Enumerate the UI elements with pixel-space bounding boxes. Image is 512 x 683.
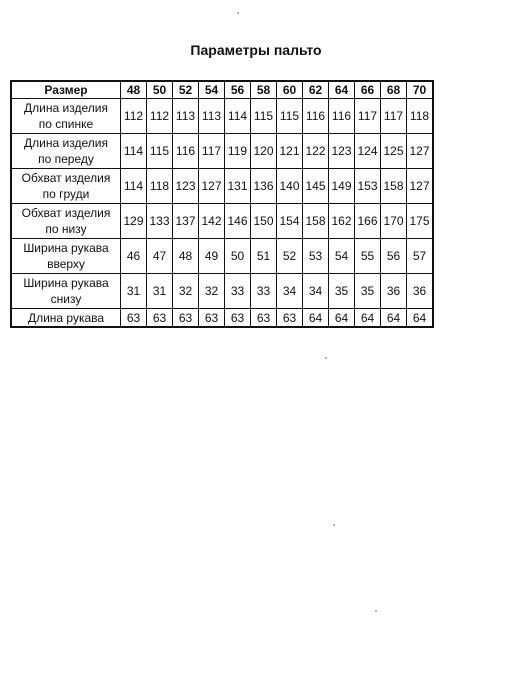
table-cell: 140 (277, 169, 303, 204)
row-label-line: Длина рукава (27, 310, 105, 325)
table-cell: 145 (303, 169, 329, 204)
table-cell: 114 (121, 169, 147, 204)
header-label: Размер (11, 81, 121, 99)
size-header: 66 (355, 81, 381, 99)
row-label-line: вверху (47, 257, 85, 271)
table-cell: 170 (381, 204, 407, 239)
row-label (11, 274, 121, 309)
table-cell: 127 (199, 169, 225, 204)
size-header: 64 (329, 81, 355, 99)
table-cell: 31 (147, 274, 173, 309)
size-header: 62 (303, 81, 329, 99)
scan-speck (375, 610, 377, 612)
page-title: Параметры пальто (190, 42, 322, 58)
row-label-line: по груди (42, 187, 90, 201)
row-label-line: Ширина рукава (23, 276, 109, 290)
table-cell: 57 (407, 239, 434, 274)
size-header: 52 (173, 81, 199, 99)
table-cell: 117 (355, 99, 381, 134)
table-cell: 35 (329, 274, 355, 309)
row-label-line: по низу (45, 222, 87, 236)
table-cell: 118 (407, 99, 434, 134)
table-cell: 36 (407, 274, 434, 309)
table-cell: 127 (407, 169, 434, 204)
table-cell: 48 (173, 239, 199, 274)
table-cell: 116 (303, 99, 329, 134)
table-cell: 112 (147, 99, 173, 134)
table-cell: 153 (355, 169, 381, 204)
size-header: 58 (251, 81, 277, 99)
table-cell: 133 (147, 204, 173, 239)
table-cell: 114 (225, 99, 251, 134)
table-cell: 146 (225, 204, 251, 239)
row-label (11, 134, 121, 169)
table-cell: 123 (173, 169, 199, 204)
size-header: 70 (407, 81, 434, 99)
table-cell: 125 (381, 134, 407, 169)
table-cell: 55 (355, 239, 381, 274)
table-row (11, 204, 433, 239)
table-cell: 33 (225, 274, 251, 309)
table-cell: 63 (199, 309, 225, 328)
table-cell: 49 (199, 239, 225, 274)
table-row (11, 274, 433, 309)
table-cell: 118 (147, 169, 173, 204)
table-cell: 63 (277, 309, 303, 328)
row-label-line: снизу (50, 292, 82, 306)
table-cell: 50 (225, 239, 251, 274)
table-cell: 113 (173, 99, 199, 134)
table-cell: 123 (329, 134, 355, 169)
table-cell: 149 (329, 169, 355, 204)
row-label-line: Длина изделия (24, 101, 108, 115)
table-cell: 115 (251, 99, 277, 134)
table-cell: 142 (199, 204, 225, 239)
scan-speck (237, 12, 239, 14)
table-cell: 124 (355, 134, 381, 169)
table-cell: 115 (147, 134, 173, 169)
row-label-line: по переду (38, 152, 94, 166)
size-header: 68 (381, 81, 407, 99)
table-row (11, 169, 433, 204)
row-label-line: Ширина рукава (23, 241, 109, 255)
table-cell: 34 (303, 274, 329, 309)
table-body (11, 99, 433, 328)
table-cell: 36 (381, 274, 407, 309)
table-cell: 122 (303, 134, 329, 169)
table-cell: 32 (199, 274, 225, 309)
table-cell: 136 (251, 169, 277, 204)
table-cell: 63 (121, 309, 147, 328)
row-label (11, 99, 121, 134)
table-cell: 64 (355, 309, 381, 328)
table-cell: 46 (121, 239, 147, 274)
table-cell: 113 (199, 99, 225, 134)
table-cell: 117 (381, 99, 407, 134)
table-cell: 64 (303, 309, 329, 328)
row-label-line: Обхват изделия (21, 206, 111, 220)
table-cell: 54 (329, 239, 355, 274)
table-row (11, 309, 433, 328)
table-row (11, 239, 433, 274)
size-header: 50 (147, 81, 173, 99)
size-header: 56 (225, 81, 251, 99)
table-cell: 64 (407, 309, 434, 328)
row-label (11, 169, 121, 204)
table-cell: 137 (173, 204, 199, 239)
table-cell: 56 (381, 239, 407, 274)
table-cell: 52 (277, 239, 303, 274)
table-cell: 150 (251, 204, 277, 239)
table-cell: 64 (329, 309, 355, 328)
table-cell: 53 (303, 239, 329, 274)
row-label (11, 239, 121, 274)
table-cell: 158 (303, 204, 329, 239)
table-cell: 112 (121, 99, 147, 134)
table-cell: 116 (329, 99, 355, 134)
table-cell: 35 (355, 274, 381, 309)
table-cell: 154 (277, 204, 303, 239)
scan-speck (333, 524, 335, 526)
table-cell: 116 (173, 134, 199, 169)
coat-size-table (10, 80, 434, 328)
table-cell: 33 (251, 274, 277, 309)
table-cell: 121 (277, 134, 303, 169)
table-cell: 63 (173, 309, 199, 328)
table-row (11, 99, 433, 134)
table-cell: 64 (381, 309, 407, 328)
table-cell: 127 (407, 134, 434, 169)
table-cell: 31 (121, 274, 147, 309)
table-cell: 51 (251, 239, 277, 274)
table-cell: 47 (147, 239, 173, 274)
table-cell: 114 (121, 134, 147, 169)
table-cell: 115 (277, 99, 303, 134)
table-cell: 63 (225, 309, 251, 328)
table-row (11, 134, 433, 169)
table-cell: 63 (147, 309, 173, 328)
size-header: 60 (277, 81, 303, 99)
row-label-line: по спинке (38, 117, 94, 131)
table-cell: 119 (225, 134, 251, 169)
row-label-line: Обхват изделия (21, 171, 111, 185)
table-cell: 131 (225, 169, 251, 204)
size-header: 48 (121, 81, 147, 99)
table-cell: 117 (199, 134, 225, 169)
table-cell: 166 (355, 204, 381, 239)
table-cell: 158 (381, 169, 407, 204)
table-cell: 175 (407, 204, 434, 239)
table-cell: 129 (121, 204, 147, 239)
row-label (11, 309, 121, 328)
table-cell: 63 (251, 309, 277, 328)
table-cell: 120 (251, 134, 277, 169)
table-cell: 162 (329, 204, 355, 239)
scan-speck (325, 357, 327, 359)
table-cell: 34 (277, 274, 303, 309)
row-label-line: Длина изделия (24, 136, 108, 150)
header-row (11, 81, 433, 99)
size-header: 54 (199, 81, 225, 99)
table-cell: 32 (173, 274, 199, 309)
row-label (11, 204, 121, 239)
